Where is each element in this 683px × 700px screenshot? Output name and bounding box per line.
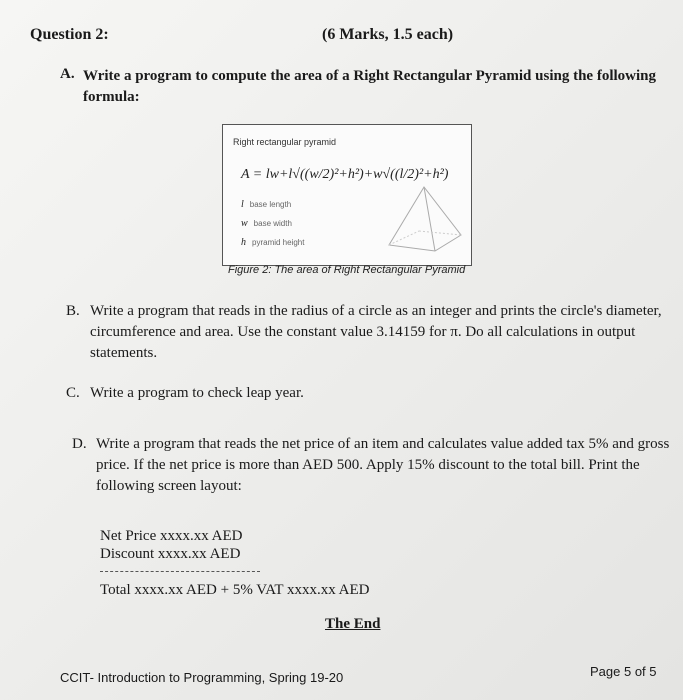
layout-divider — [100, 571, 260, 572]
part-b-text: Write a program that reads in the radius of a circle as an integer and prints the circle's diameter, circumference and area. Use the constant value 3.14159 for π. Do all calculations in output statements. — [90, 303, 662, 361]
part-d-text: Write a program that reads the net price of an item and calculates value added tax 5% and gross price. If the net price is more than AED 500. Apply 15% discount to the total bill. Print the following screen layout: — [96, 436, 670, 494]
part-a-letter: A. — [60, 66, 75, 82]
figure-legend-h: h pyramid height — [241, 237, 305, 248]
pyramid-diagram — [383, 183, 465, 255]
layout-discount: Discount xxxx.xx AED — [100, 546, 241, 562]
figure-box — [222, 124, 472, 266]
question-title: Question 2: — [30, 26, 109, 43]
figure-formula: A = lw+l√((w/2)²+h²)+w√((l/2)²+h²) — [241, 167, 449, 182]
question-marks: (6 Marks, 1.5 each) — [322, 26, 454, 43]
part-a-text: Write a program to compute the area of a Right Rectangular Pyramid using the following formula: — [83, 68, 657, 105]
figure-box-title: Right rectangular pyramid — [233, 137, 337, 147]
part-c-letter: C. — [66, 385, 80, 401]
the-end: The End — [325, 616, 381, 632]
footer-course: CCIT- Introduction to Programming, Spring 19-20 — [60, 670, 344, 685]
footer-page: Page 5 of 5 — [590, 664, 657, 679]
part-d-letter: D. — [72, 436, 87, 452]
figure-legend-w: w base width — [241, 218, 292, 229]
part-b-letter: B. — [66, 303, 80, 319]
figure-legend-l: l base length — [241, 199, 292, 210]
figure-caption: Figure 2: The area of Right Rectangular Pyramid — [228, 264, 466, 276]
layout-net-price: Net Price xxxx.xx AED — [100, 528, 243, 544]
layout-total: Total xxxx.xx AED + 5% VAT xxxx.xx AED — [100, 582, 370, 598]
part-c-text: Write a program to check leap year. — [90, 385, 304, 401]
